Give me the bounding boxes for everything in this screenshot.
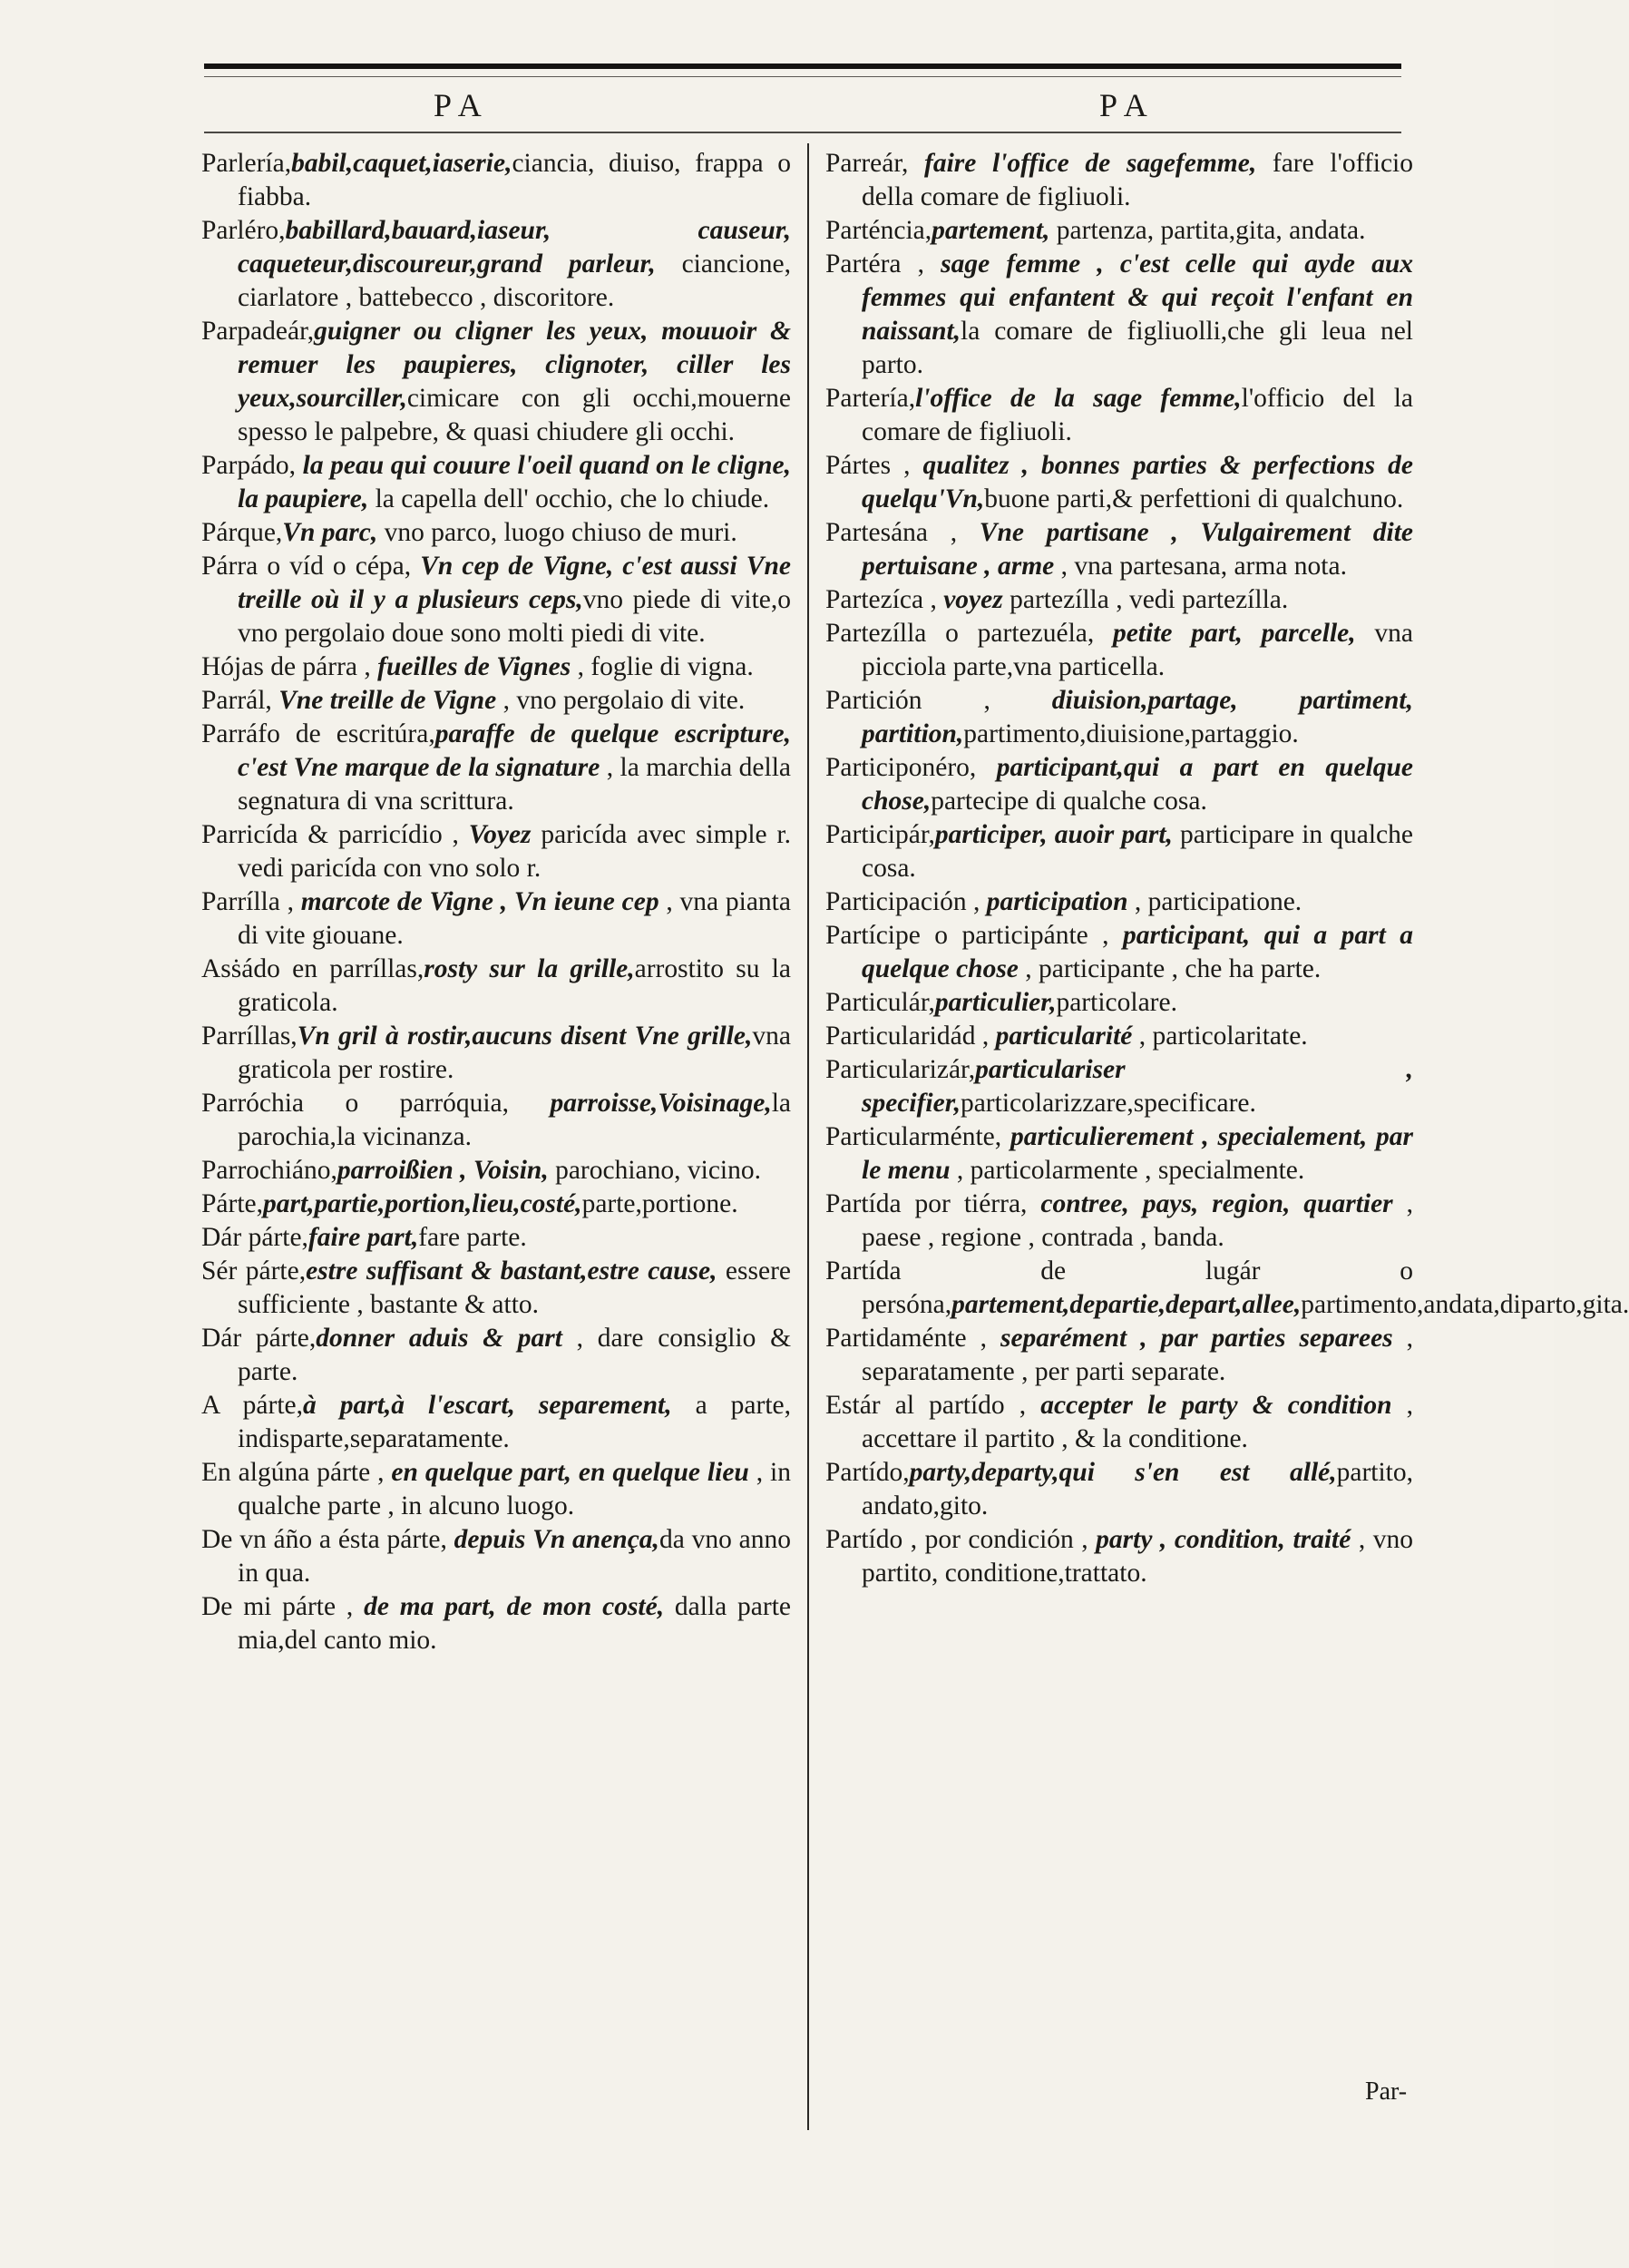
entry-headword: Partída de lugár o persóna, — [825, 1256, 1413, 1319]
entry-italian: cimicare con gli occhi,mouerne spesso le palpebre, & quasi chiudere gli occhi. — [238, 384, 791, 446]
entry-french: guigner ou cligner les yeux, mouuoir & remuer les paupieres, clignoter, ciller les yeux,sourciller, — [238, 317, 791, 413]
entry-french: marcote de Vigne , Vn ieune cep — [300, 887, 659, 916]
entry-italian: partecipe di qualche cosa. — [931, 787, 1207, 816]
entry-headword: Parténcia, — [825, 216, 932, 245]
entry-italian: arrostito su la graticola. — [238, 954, 791, 1017]
dictionary-entry — [201, 214, 791, 315]
entry-italian: , participatione. — [1127, 887, 1302, 916]
entry-french: Vne partisane , Vulgairement dite pertuisane , arme — [862, 518, 1414, 581]
entry-french: petite part, parcelle, — [1113, 619, 1356, 648]
entry-headword: Parrílla , — [201, 887, 301, 916]
entry-headword: Partezílla o partezuéla, — [825, 619, 1113, 648]
dictionary-entry — [825, 516, 1413, 583]
entry-headword: Párque, — [201, 518, 283, 547]
dictionary-entry — [201, 1523, 791, 1590]
dictionary-entry — [825, 919, 1413, 986]
entry-headword: Partesána , — [825, 518, 980, 547]
entry-italian: essere sufficiente , bastante & atto. — [238, 1256, 791, 1319]
entry-italian: , vno partito, conditione,trattato. — [862, 1525, 1413, 1588]
entry-headword: Particulár, — [825, 988, 935, 1017]
entry-italian: dalla parte mia,del canto mio. — [238, 1592, 791, 1655]
entry-headword: Parricída & parricídio , — [201, 820, 469, 849]
column-divider — [807, 143, 809, 2130]
entry-french: voyez — [943, 585, 1003, 614]
entry-italian: , accettare il partito , & la conditione. — [862, 1391, 1413, 1453]
entry-french: de ma part, de mon costé, — [364, 1592, 665, 1621]
entry-italian: parochiano, vicino. — [548, 1156, 761, 1185]
dictionary-entry — [201, 1020, 791, 1087]
entry-headword: Particularménte, — [825, 1122, 1010, 1151]
entry-italian: participare in qualche cosa. — [862, 820, 1413, 883]
entry-headword: Pártes , — [825, 451, 923, 480]
entry-italian: , paese , regione , contrada , banda. — [862, 1189, 1413, 1252]
entry-headword: De mi párte , — [201, 1592, 365, 1621]
dictionary-entry — [201, 516, 791, 550]
entry-italian: vno parco, luogo chiuso de muri. — [377, 518, 737, 547]
entry-french: depuis Vn anença, — [454, 1525, 659, 1554]
entry-headword: Participár, — [825, 820, 935, 849]
entry-headword: Partído , por condición , — [825, 1525, 1097, 1554]
dictionary-entry — [825, 1322, 1413, 1389]
dictionary-entry — [201, 718, 791, 818]
entry-french: participant,qui a part en quelque chose, — [862, 753, 1413, 816]
entry-italian: , particolarmente , specialmente. — [950, 1156, 1305, 1185]
running-head-left: PA — [434, 87, 491, 123]
dictionary-entry — [201, 684, 791, 718]
dictionary-entry — [201, 1221, 791, 1255]
entry-italian: la parochia,la vicinanza. — [238, 1089, 791, 1151]
entry-french: participer, auoir part, — [934, 820, 1173, 849]
entry-italian: fare l'officio della comare de figliuoli. — [862, 149, 1413, 211]
dictionary-entry — [201, 1188, 791, 1221]
dictionary-entry — [201, 147, 791, 214]
dictionary-entry — [201, 1590, 791, 1657]
entry-headword: Sér párte, — [201, 1256, 307, 1286]
dictionary-entry — [201, 550, 791, 650]
entry-italian: , in qualche parte , in alcuno luogo. — [238, 1458, 791, 1520]
dictionary-entry — [825, 1053, 1413, 1120]
entry-french: fueilles de Vignes — [377, 652, 571, 681]
dictionary-entry — [825, 684, 1413, 751]
dictionary-entry — [825, 1523, 1413, 1590]
entry-french: Vne treille de Vigne — [278, 686, 497, 715]
dictionary-entry — [201, 1087, 791, 1154]
entry-french: rosty sur la grille, — [424, 954, 635, 983]
entry-italian: , vna pianta di vite giouane. — [238, 887, 791, 950]
dictionary-entry — [825, 449, 1413, 516]
dictionary-entry — [201, 315, 791, 449]
entry-french: diuision,partage, partiment, partition, — [862, 686, 1413, 748]
entry-french: party , condition, traité — [1096, 1525, 1351, 1554]
entry-headword: De vn áño a ésta párte, — [201, 1525, 454, 1554]
entry-italian: partimento,diuisione,partaggio. — [963, 719, 1299, 748]
entry-headword: Parlería, — [201, 149, 292, 178]
entry-french: Vn gril à rostir,aucuns disent Vne grille, — [297, 1022, 753, 1051]
entry-headword: En algúna párte , — [201, 1458, 392, 1487]
entry-headword: Partición , — [825, 686, 1052, 715]
entry-french: participant, qui a part a quelque chose — [862, 921, 1413, 983]
entry-french: accepter le party & condition — [1040, 1391, 1392, 1420]
dictionary-entry — [825, 1120, 1413, 1188]
dictionary-entry — [201, 1154, 791, 1188]
entry-italian: , particolaritate. — [1132, 1022, 1308, 1051]
entry-headword: Hójas de párra , — [201, 652, 378, 681]
entry-italian: ciancione, ciarlatore , battebecco , discoritore. — [238, 249, 791, 312]
entry-italian: buone parti,& perfettioni di qualchuno. — [984, 484, 1404, 513]
entry-headword: Parléro, — [201, 216, 286, 245]
entry-italian: a parte, indisparte,separatamente. — [238, 1391, 791, 1453]
entry-french: babillard,bauard,iaseur, causeur, caqueteur,discoureur,grand parleur, — [238, 216, 791, 279]
entry-headword: Partezíca , — [825, 585, 944, 614]
entry-italian: partito, andato,gito. — [862, 1458, 1413, 1520]
entry-italian: ciancia, diuiso, frappa o fiabba. — [238, 149, 791, 211]
entry-french: Voyez — [468, 820, 532, 849]
entry-headword: Párte, — [201, 1189, 263, 1218]
entry-french: contree, pays, region, quartier — [1040, 1189, 1393, 1218]
entry-french: la peau qui couure l'oeil quand on le cligne, la paupiere, — [238, 451, 791, 513]
entry-headword: Parreár, — [825, 149, 925, 178]
dictionary-entry — [825, 885, 1413, 919]
entry-french: donner aduis & part — [316, 1324, 562, 1353]
entry-french: Vn parc, — [282, 518, 378, 547]
entry-french: parroisse,Voisinage, — [550, 1089, 772, 1118]
entry-french: babil,caquet,iaserie, — [291, 149, 512, 178]
dictionary-entry — [825, 617, 1413, 684]
entry-french: particulierement , specialement, par le menu — [862, 1122, 1413, 1185]
entry-headword: A párte, — [201, 1391, 304, 1420]
dictionary-entry — [825, 382, 1413, 449]
dictionary-entry — [825, 986, 1413, 1020]
dictionary-entry — [201, 449, 791, 516]
dictionary-entry — [825, 1389, 1413, 1456]
entry-french: particularité — [995, 1022, 1133, 1051]
dictionary-entry — [201, 1456, 791, 1523]
dictionary-entry — [825, 818, 1413, 885]
entry-french: en quelque part, en quelque lieu — [391, 1458, 749, 1487]
entry-headword: Partícipe o participánte , — [825, 921, 1124, 950]
entry-italian: vna graticola per rostire. — [238, 1022, 791, 1084]
entry-italian: vno piede di vite,o vno pergolaio doue sono molti piedi di vite. — [238, 585, 791, 648]
dictionary-entry — [201, 1322, 791, 1389]
dictionary-entry — [201, 953, 791, 1020]
dictionary-entry — [825, 147, 1413, 214]
entry-headword: Parróchia o parróquia, — [201, 1089, 551, 1118]
entry-french: participation — [986, 887, 1128, 916]
dictionary-entry — [201, 885, 791, 953]
entry-headword: Partéra , — [825, 249, 941, 279]
entry-french: separément , par parties separees — [1000, 1324, 1393, 1353]
entry-french: estre suffisant & bastant,estre cause, — [306, 1256, 717, 1286]
entry-french: partement, — [932, 216, 1050, 245]
entry-french: particulariser , specifier, — [862, 1055, 1413, 1118]
entry-french: faire l'office de sagefemme, — [924, 149, 1257, 178]
dictionary-entry — [201, 650, 791, 684]
entry-headword: Partería, — [825, 384, 916, 413]
entry-french: part,partie,portion,lieu,costé, — [263, 1189, 582, 1218]
entry-headword: Estár al partído , — [825, 1391, 1041, 1420]
entry-italian: , foglie di vigna. — [571, 652, 754, 681]
entry-italian: partimento,andata,diparto,gita. — [1301, 1290, 1629, 1319]
entry-french: parroißien , Voisin, — [337, 1156, 549, 1185]
entry-italian: , vno pergolaio di vite. — [496, 686, 746, 715]
dictionary-entry — [825, 751, 1413, 818]
entry-headword: Dár párte, — [201, 1324, 317, 1353]
dictionary-entry — [201, 1255, 791, 1322]
top-rule — [204, 64, 1401, 69]
entry-french: Vn cep de Vigne, c'est aussi Vne treille où il y a plusieurs ceps, — [238, 552, 791, 614]
entry-headword: Parráfo de escritúra, — [201, 719, 435, 748]
running-head-right: PA — [1099, 87, 1156, 123]
entry-french: party,departy,qui s'en est allé, — [909, 1458, 1337, 1487]
entry-italian: , dare consiglio & parte. — [238, 1324, 792, 1386]
entry-headword: Participación , — [825, 887, 987, 916]
entry-french: particulier, — [934, 988, 1057, 1017]
dictionary-entry — [825, 1456, 1413, 1523]
entry-headword: Parpadeár, — [201, 317, 315, 346]
entry-french: l'office de la sage femme, — [915, 384, 1242, 413]
entry-french: paraffe de quelque escripture, c'est Vne marque de la signature — [238, 719, 791, 782]
dictionary-entry — [825, 248, 1413, 382]
entry-headword: Párra o víd o cépa, — [201, 552, 421, 581]
catchword: Par- — [1365, 2077, 1408, 2106]
entry-headword: Dár párte, — [201, 1223, 308, 1252]
entry-headword: Participonéro, — [825, 753, 997, 782]
entry-headword: Partidaménte , — [825, 1324, 1000, 1353]
right-column — [825, 147, 1629, 1590]
entry-french: qualitez , bonnes parties & perfections de quelqu'Vn, — [862, 451, 1413, 513]
entry-headword: Partída por tiérra, — [825, 1189, 1041, 1218]
left-column — [201, 147, 791, 1657]
entry-italian: vna picciola parte,vna particella. — [862, 619, 1413, 681]
dictionary-entry — [201, 1389, 791, 1456]
entry-italian: particolare. — [1056, 988, 1177, 1017]
dictionary-entry — [201, 818, 791, 885]
entry-italian: parte,portione. — [581, 1189, 738, 1218]
dictionary-entry — [825, 1188, 1413, 1255]
entry-italian: , vna partesana, arma nota. — [1054, 552, 1347, 581]
entry-french: partement,departie,depart,allee, — [951, 1290, 1302, 1319]
entry-italian: partenza, partita,gita, andata. — [1049, 216, 1366, 245]
entry-italian: la capella dell' occhio, che lo chiude. — [368, 484, 770, 513]
entry-french: à part,à l'escart, separement, — [303, 1391, 672, 1420]
entry-headword: Parpádo, — [201, 451, 303, 480]
entry-italian: , la marchia della segnatura di vna scrittura. — [238, 753, 791, 816]
dictionary-entry — [825, 214, 1413, 248]
entry-italian: , separatamente , per parti separate. — [862, 1324, 1414, 1386]
entry-italian: , participante , che ha parte. — [1018, 954, 1322, 983]
entry-headword: Particularidád , — [825, 1022, 996, 1051]
entry-french: faire part, — [307, 1223, 419, 1252]
entry-headword: Particularizár, — [825, 1055, 976, 1084]
entry-italian: particolarizzare,specificare. — [960, 1089, 1256, 1118]
entry-italian: da vno anno in qua. — [238, 1525, 792, 1588]
entry-headword: Partído, — [825, 1458, 910, 1487]
entry-italian: partezílla , vedi partezílla. — [1002, 585, 1289, 614]
entry-headword: Parrál, — [201, 686, 279, 715]
entry-italian: paricída avec simple r. vedi paricída con vno solo r. — [238, 820, 791, 883]
entry-italian: l'officio del la comare de figliuoli. — [862, 384, 1413, 446]
dictionary-entry — [825, 1255, 1629, 1322]
entry-italian: fare parte. — [418, 1223, 527, 1252]
top-rule-thin — [204, 76, 1401, 77]
entry-italian: la comare de figliuolli,che gli leua nel parto. — [862, 317, 1413, 379]
header-rule — [204, 132, 1401, 133]
entry-headword: Parríllas, — [201, 1022, 298, 1051]
entry-french: sage femme , c'est celle qui ayde aux femmes qui enfantent & qui reçoit l'enfant en naissant, — [862, 249, 1414, 346]
entry-headword: Parrochiáno, — [201, 1156, 337, 1185]
dictionary-entry — [825, 583, 1413, 617]
entry-headword: Asṡádo en parríllas, — [201, 954, 424, 983]
dictionary-entry — [825, 1020, 1413, 1053]
